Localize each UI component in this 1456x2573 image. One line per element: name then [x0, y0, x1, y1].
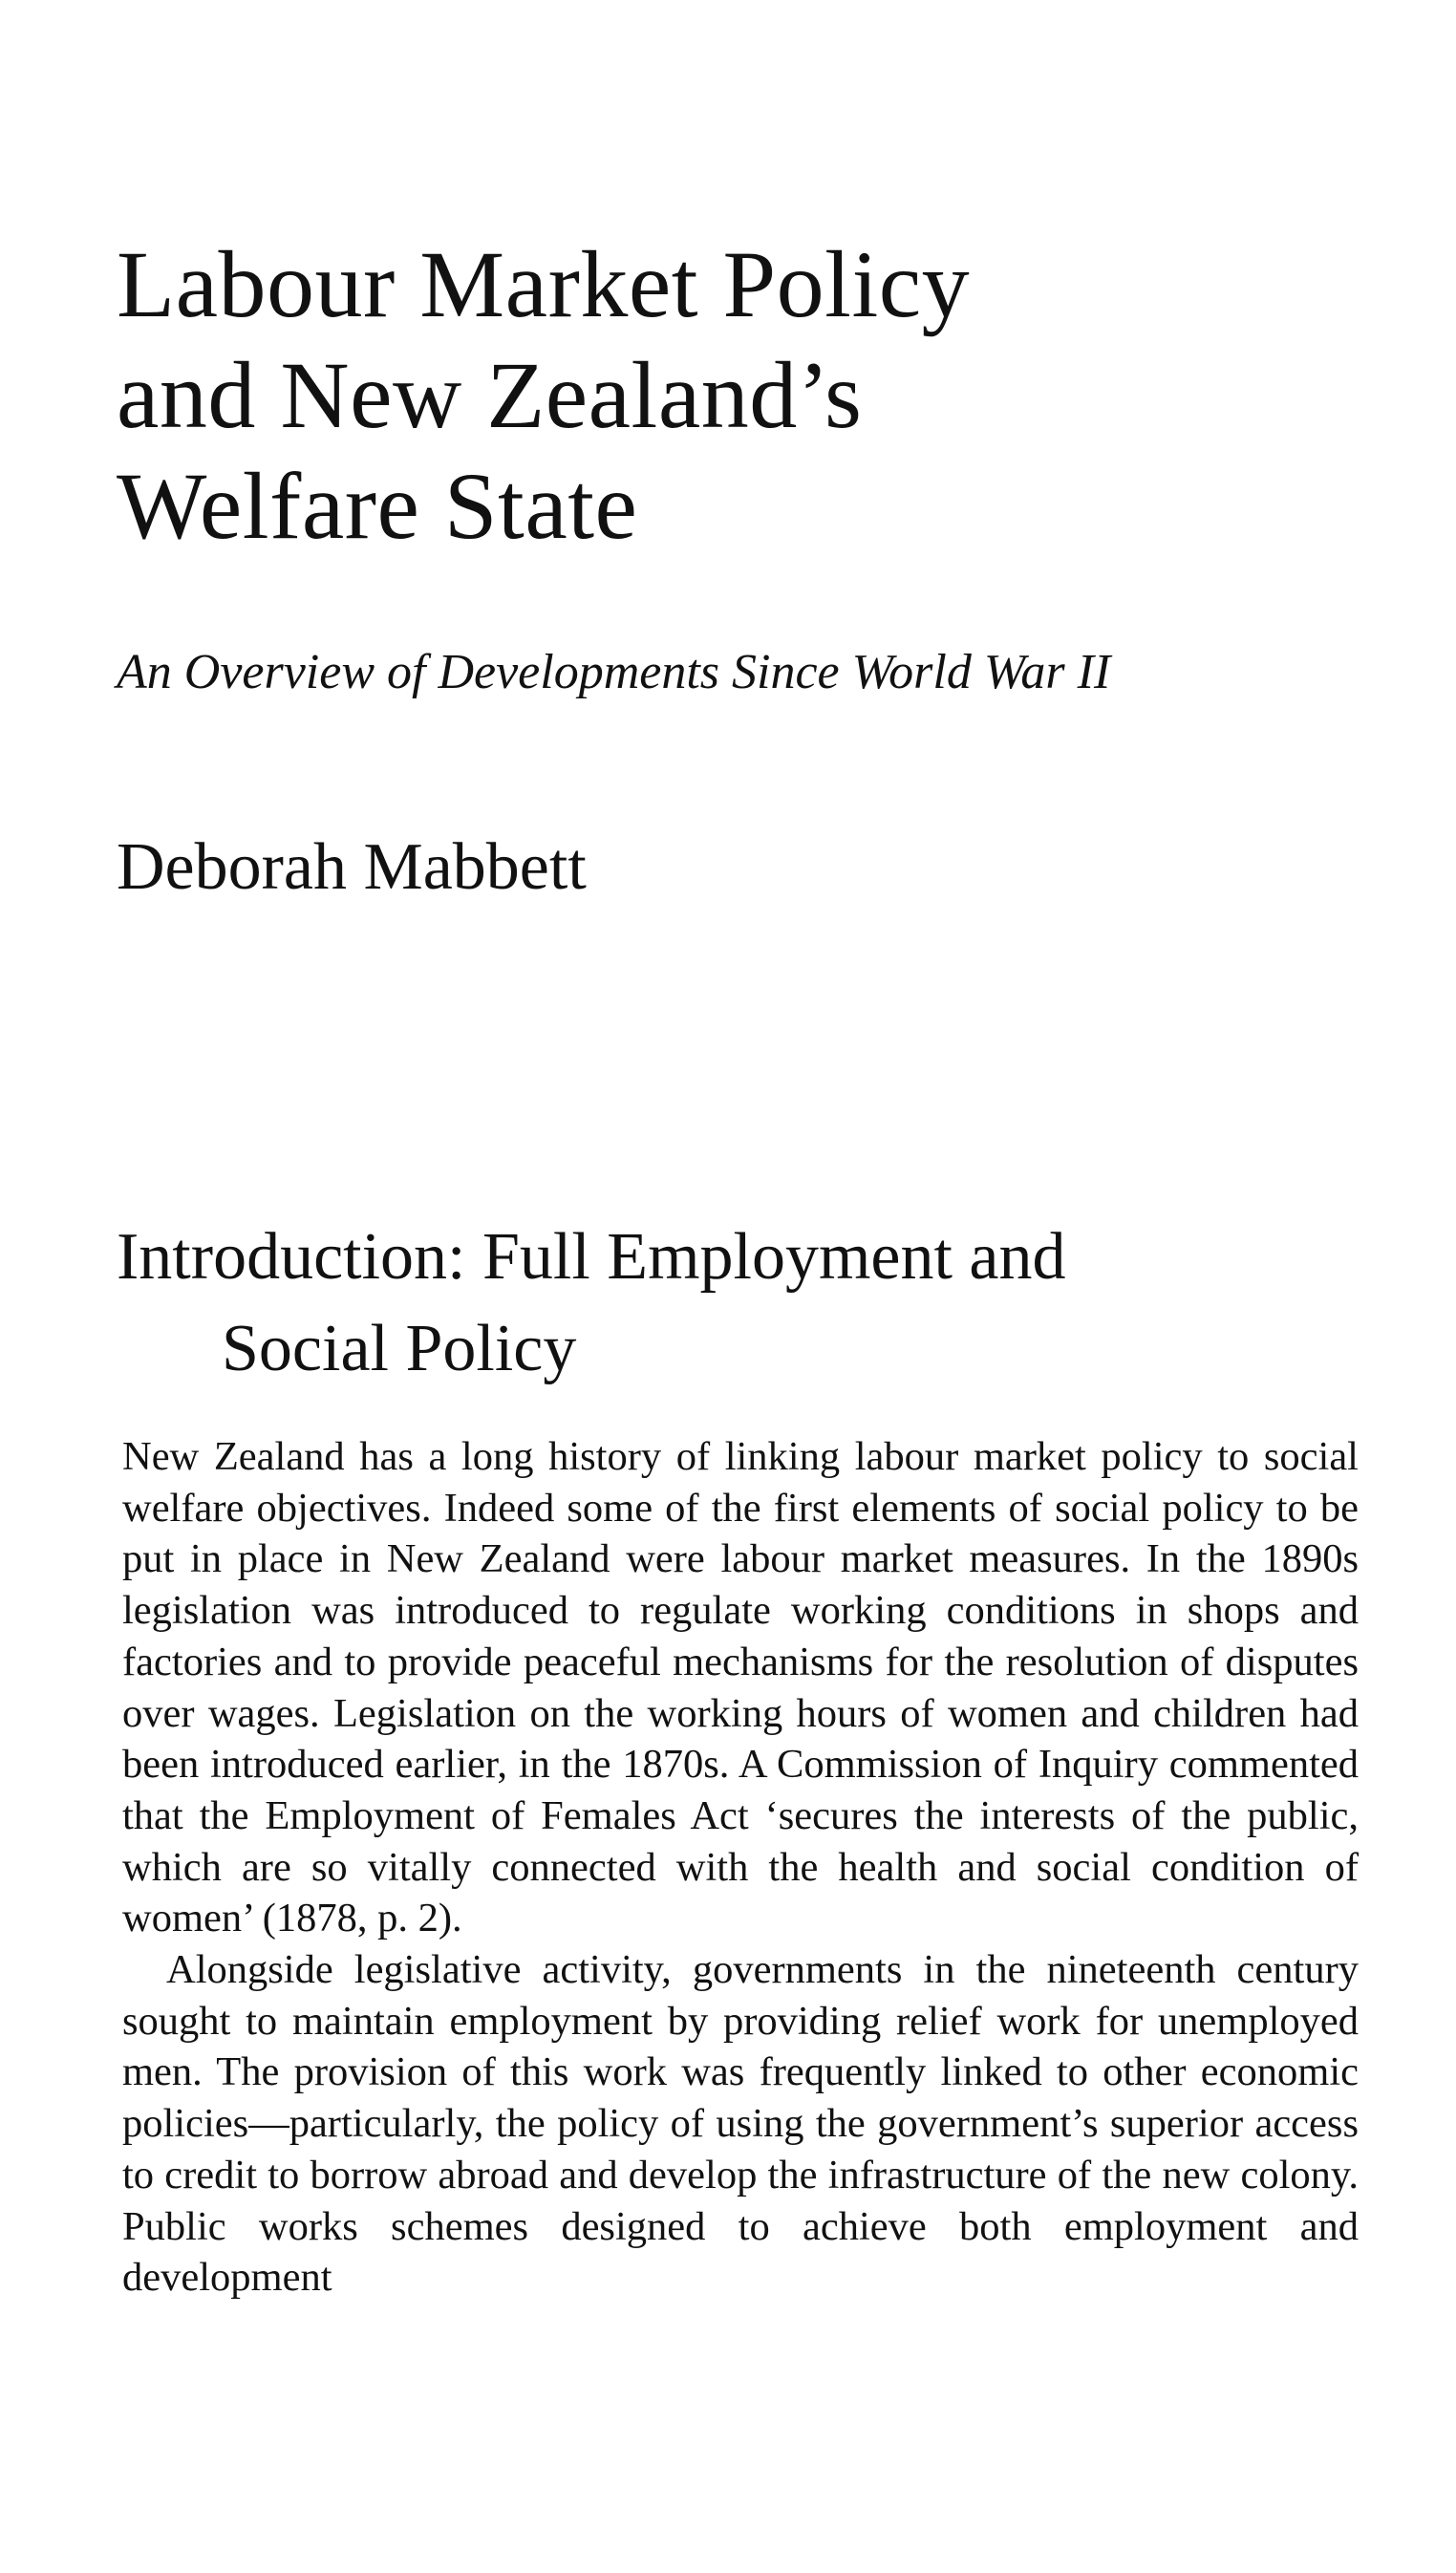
- chapter-title-line-1: Labour Market Policy: [117, 231, 971, 337]
- paragraph-2: Alongside legislative activity, governments in the nineteenth century sought to maintain employment by providing relief work for unemployed men. The provision of this work was frequently linked to other economic policies—particularly, the policy of using the government’s superior access to credit to borrow abroad and develop the infrastructure of the new colony. Public works schemes designed to achieve both employment and development: [122, 1947, 1359, 2301]
- section-heading: [117, 1211, 1359, 1395]
- chapter-subtitle: An Overview of Developments Since World War II: [117, 645, 1111, 699]
- section-heading-line-2: Social Policy: [222, 1312, 577, 1385]
- body-text: [122, 1431, 1359, 2304]
- chapter-title-line-3: Welfare State: [117, 453, 638, 559]
- author-name: Deborah Mabbett: [117, 830, 587, 904]
- paragraph-1: New Zealand has a long history of linking labour market policy to social welfare objectives. Indeed some of the first elements of social policy to be put in place in New Zealand were labour market measures. In the 1890s legislation was introduced to regulate working conditions in shops and factories and to provide peaceful mechanisms for the resolution of disputes over wages. Legislation on the working hours of women and children had been introduced earlier, in the 1870s. A Commission of Inquiry commented that the Employment of Females Act ‘secures the interests of the public, which are so vitally connected with the health and social condition of women’ (1878, p. 2).: [122, 1434, 1359, 1941]
- section-heading-line-1: Introduction: Full Employment and: [117, 1220, 1066, 1294]
- chapter-title: [117, 229, 1359, 562]
- chapter-title-line-2: and New Zealand’s: [117, 342, 863, 448]
